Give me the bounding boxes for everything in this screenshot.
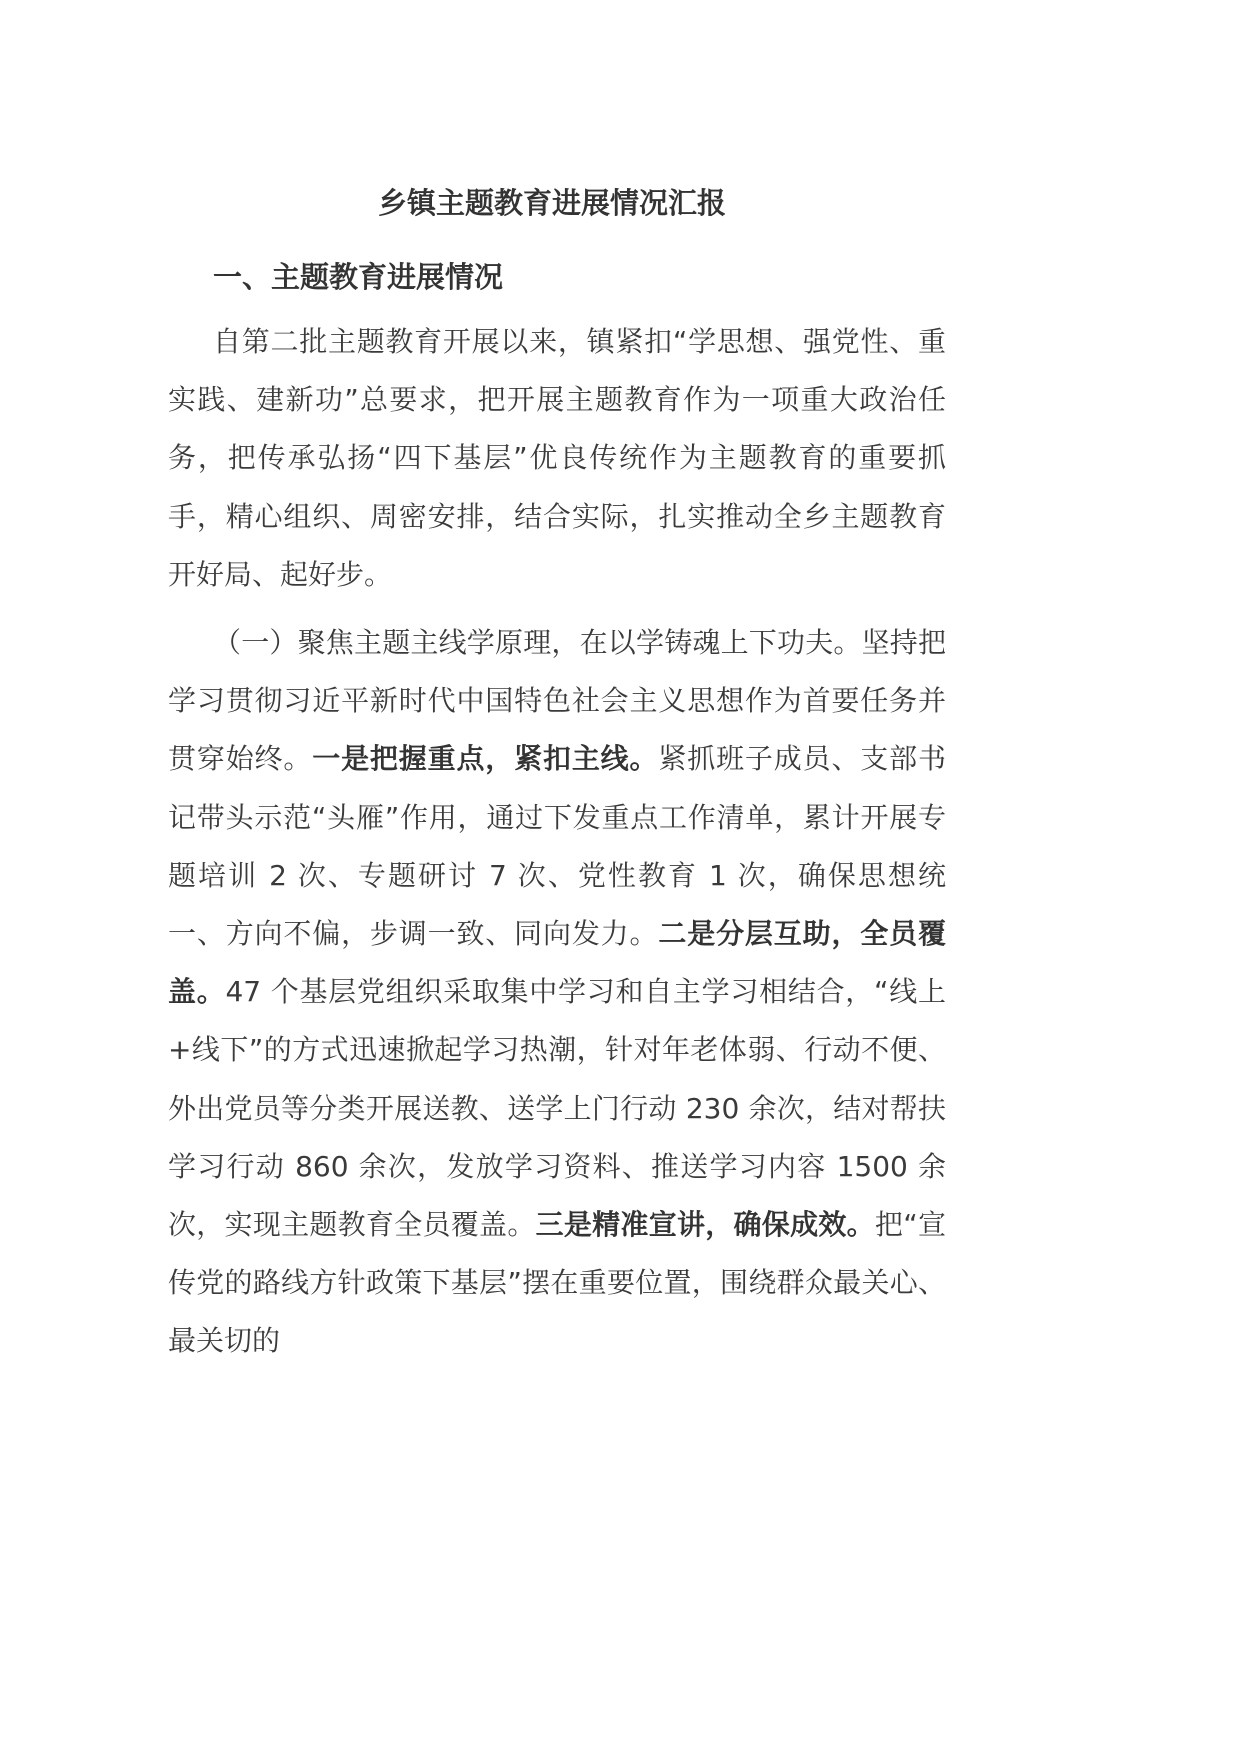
subsection-one-paragraph [168, 614, 946, 1371]
point-two-title: 二是分层互助，全员覆盖。 [168, 917, 946, 1009]
point-two-text: 47 个基层党组织采取集中学习和自主学习相结合，“线上+线下”的方式迅速掀起学习热潮，针对年老体弱、行动不便、外出党员等分类开展送教、送学上门行动 230 余次，结对帮扶学习行动 860 余次，发放学习资料、推送学习内容 1500 余次，实现主题教育全员覆盖。 [168, 975, 946, 1242]
document-title: 乡镇主题教育进展情况汇报 [377, 186, 726, 220]
section-heading: 一、主题教育进展情况 [213, 260, 504, 294]
intro-paragraph: 自第二批主题教育开展以来，镇紧扣“学思想、强党性、重实践、建新功”总要求，把开展主题教育作为一项重大政治任务，把传承弘扬“四下基层”优良传统作为主题教育的重要抓手，精心组织、周密安排，结合实际，扎实推动全乡主题教育开好局、起好步。 [168, 325, 946, 591]
point-one-title: 一是把握重点，紧扣主线。 [312, 742, 659, 776]
point-three-title: 三是精准宣讲，确保成效。 [535, 1208, 875, 1242]
point-one-text: 紧抓班子成员、支部书记带头示范“头雁”作用，通过下发重点工作清单，累计开展专题培训 2 次、专题研讨 7 次、党性教育 1 次，确保思想统一、方向不偏，步调一致、同向发力。 [168, 742, 946, 951]
point-three-text: 把“宣传党的路线方针政策下基层”摆在重要位置，围绕群众最关心、最关切的 [168, 1208, 946, 1358]
subsection-one-lead: （一）聚焦主题主线学原理，在以学铸魂上下功夫。坚持把学习贯彻习近平新时代中国特色社会主义思想作为首要任务并贯穿始终。 [168, 626, 946, 776]
